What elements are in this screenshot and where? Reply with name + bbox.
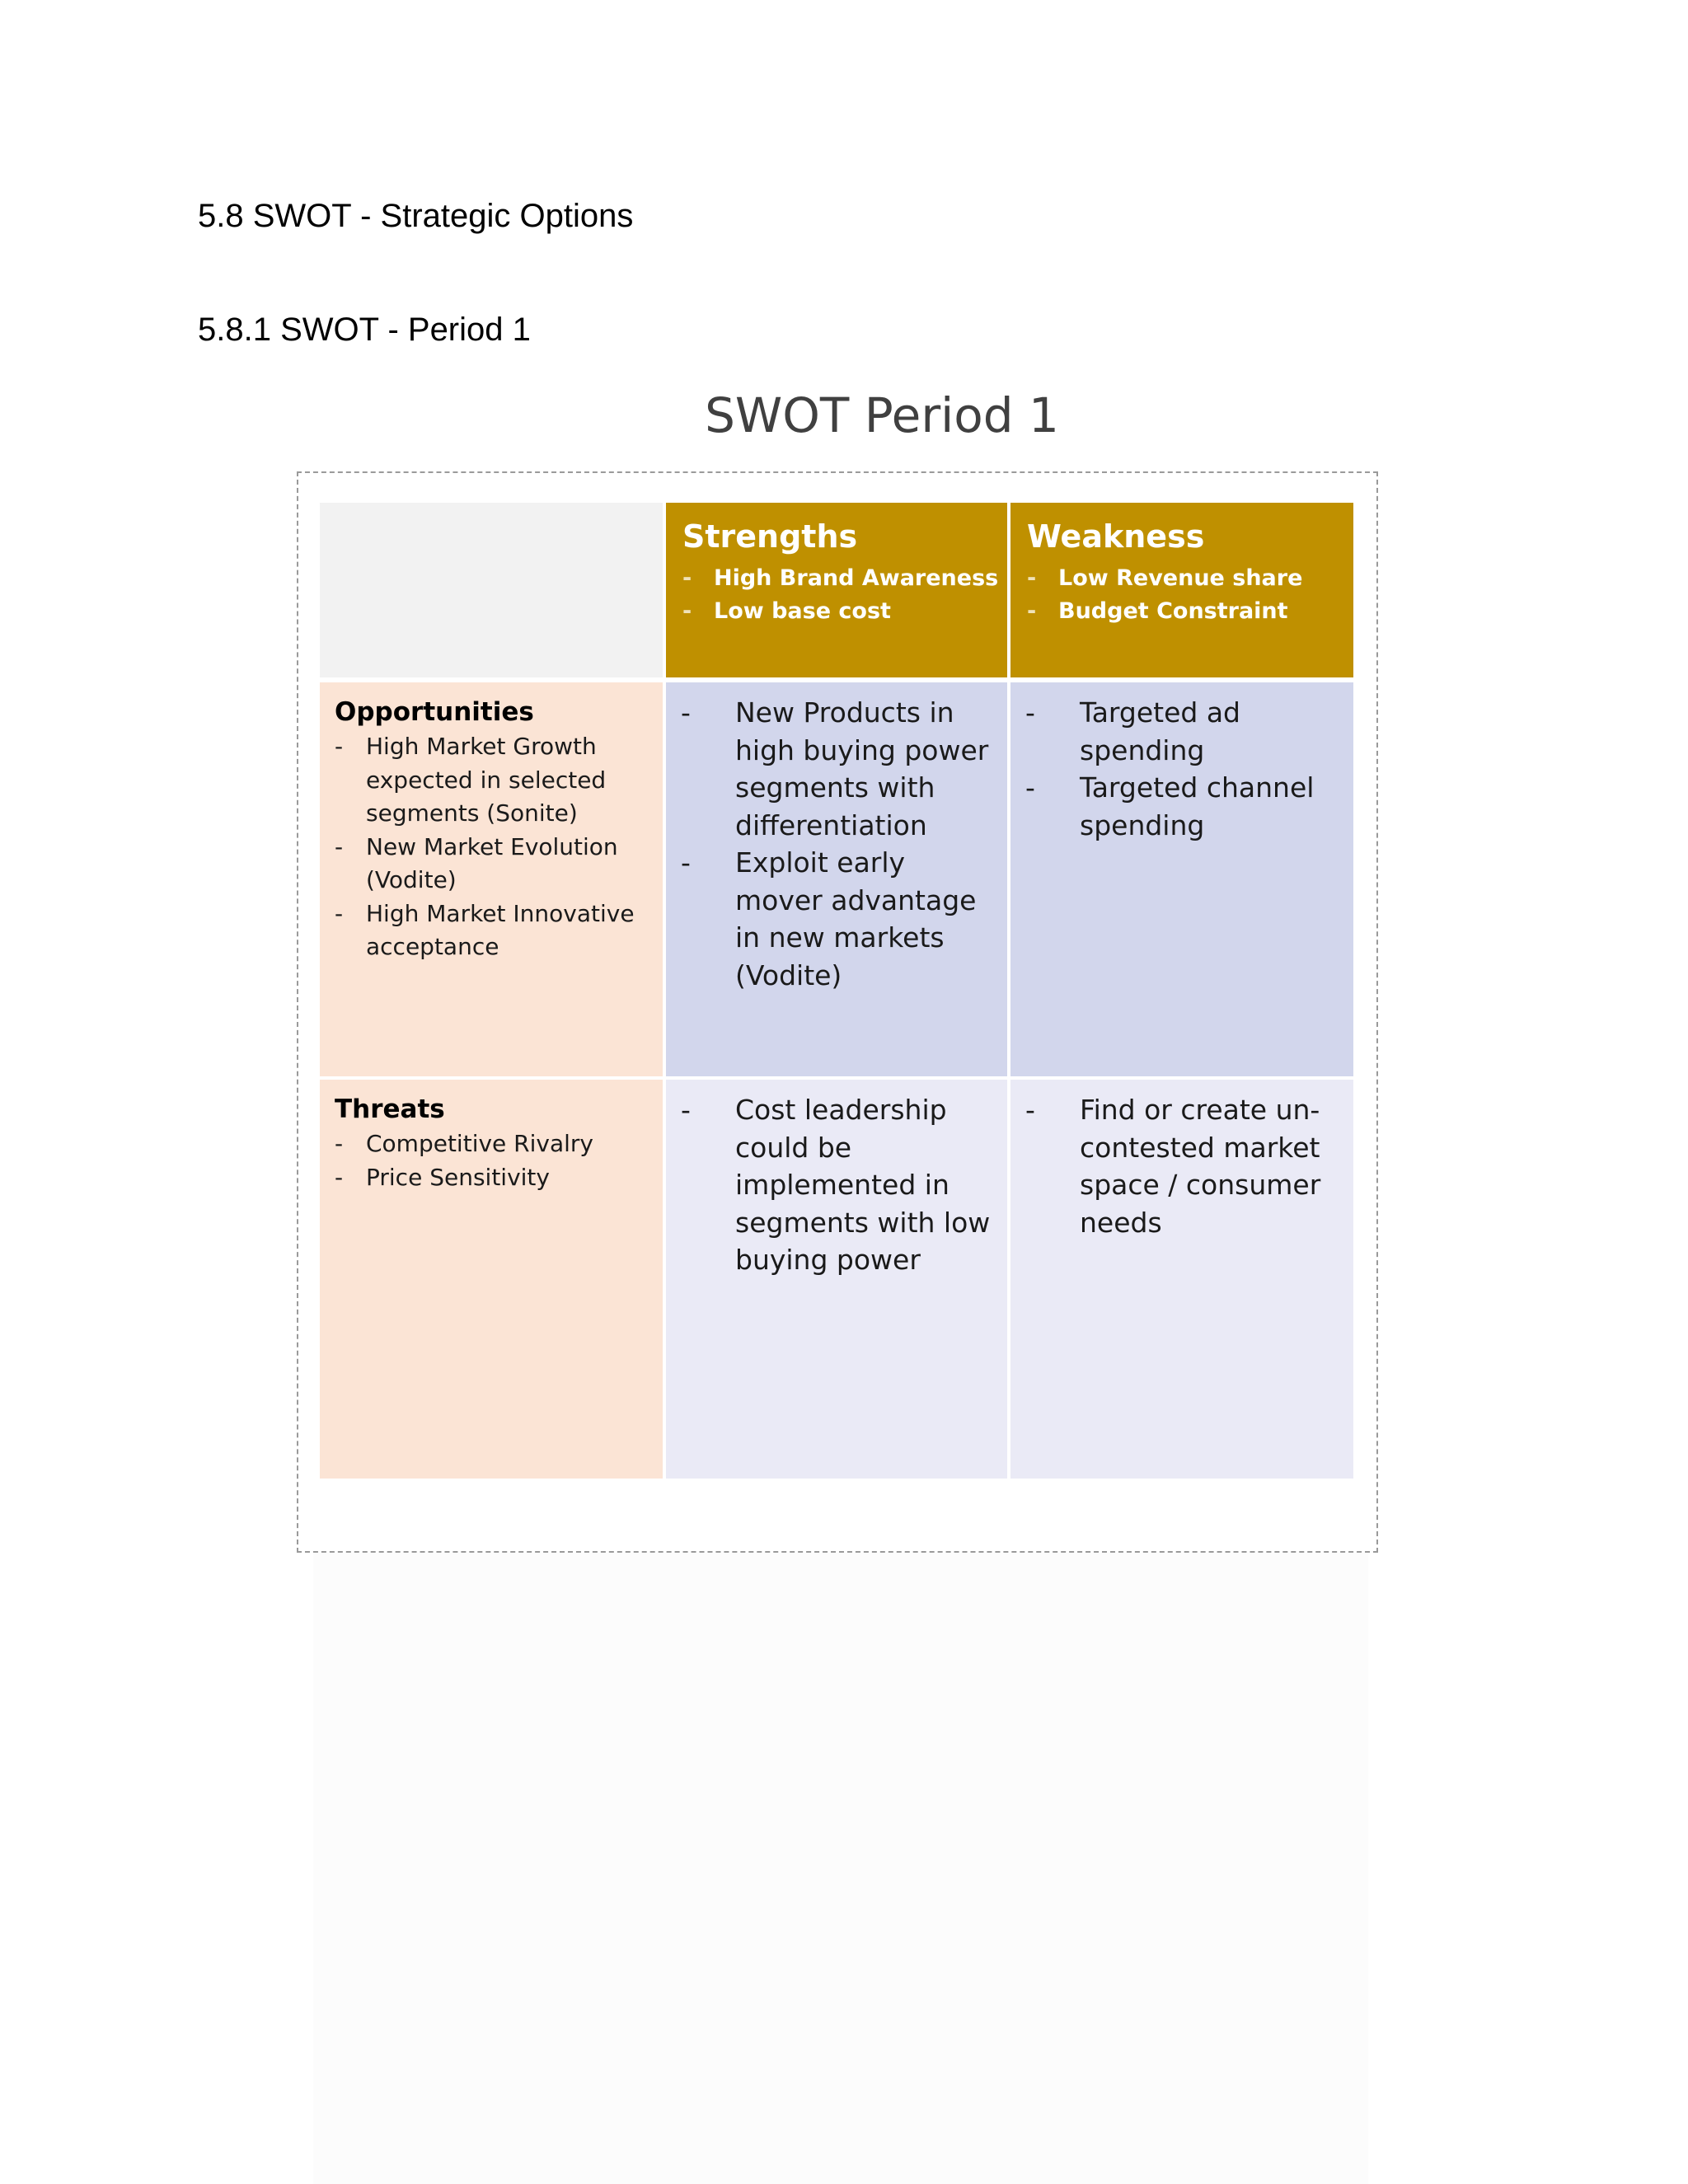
weakness-item: Budget Constraint bbox=[1058, 598, 1288, 624]
list-item bbox=[681, 694, 996, 844]
bullet-dash: - bbox=[1025, 1094, 1035, 1126]
weakness-header bbox=[1010, 503, 1353, 677]
threat-item: Competitive Rivalry bbox=[366, 1130, 593, 1157]
strengths-header bbox=[666, 503, 1007, 677]
opportunity-item: High Market Innovative acceptance bbox=[366, 899, 635, 960]
strengths-title: Strengths bbox=[682, 518, 858, 555]
bullet-dash: - bbox=[682, 565, 692, 591]
strategy-item: Exploit early mover advantage in new markets (Vodite) bbox=[735, 846, 977, 991]
list-item bbox=[335, 1127, 651, 1161]
weakness-item: Low Revenue share bbox=[1058, 565, 1303, 591]
strength-item: High Brand Awareness bbox=[714, 565, 999, 591]
threats-title: Threats bbox=[335, 1094, 445, 1124]
list-item bbox=[1025, 1091, 1342, 1241]
strategy-item: New Products in high buying power segments with differentiation bbox=[735, 696, 989, 841]
opportunity-item: New Market Evolution (Vodite) bbox=[366, 832, 618, 893]
st-strategies-cell bbox=[666, 1080, 1007, 1479]
opportunity-item: High Market Growth expected in selected segments (Sonite) bbox=[366, 733, 607, 827]
bullet-dash: - bbox=[335, 832, 344, 860]
corner-cell bbox=[320, 503, 663, 677]
bullet-dash: - bbox=[682, 598, 692, 624]
list-item bbox=[681, 844, 996, 994]
threats-cell bbox=[320, 1080, 663, 1479]
list-item bbox=[1025, 769, 1342, 844]
weakness-title: Weakness bbox=[1027, 518, 1205, 555]
list-item bbox=[1025, 694, 1342, 769]
bullet-dash: - bbox=[335, 1163, 344, 1191]
list-item bbox=[335, 1161, 651, 1195]
list-item bbox=[335, 898, 651, 964]
bullet-dash: - bbox=[681, 1094, 691, 1126]
bullet-dash: - bbox=[1025, 771, 1035, 804]
list-item bbox=[1027, 595, 1340, 628]
bullet-dash: - bbox=[1027, 565, 1037, 591]
bullet-dash: - bbox=[335, 899, 344, 927]
strategy-item: Cost leadership could be implemented in segments with low buying power bbox=[735, 1094, 991, 1276]
section-heading: 5.8 SWOT - Strategic Options bbox=[198, 198, 634, 234]
page-shade bbox=[313, 1549, 1368, 2184]
list-item bbox=[335, 730, 651, 831]
bullet-dash: - bbox=[681, 846, 691, 879]
bullet-dash: - bbox=[681, 696, 691, 729]
strengths-list bbox=[682, 562, 999, 628]
strategy-item: Targeted ad spending bbox=[1080, 696, 1241, 766]
st-strategies-list bbox=[681, 1091, 996, 1279]
list-item bbox=[682, 595, 994, 628]
list-item bbox=[681, 1091, 996, 1279]
bullet-dash: - bbox=[1027, 598, 1037, 624]
so-strategies-list bbox=[681, 694, 996, 994]
strategy-item: Targeted channel spending bbox=[1080, 771, 1315, 841]
wt-strategies-list bbox=[1025, 1091, 1342, 1241]
bullet-dash: - bbox=[1025, 696, 1035, 729]
subsection-heading: 5.8.1 SWOT - Period 1 bbox=[198, 312, 531, 348]
wt-strategies-cell bbox=[1010, 1080, 1353, 1479]
figure-title: SWOT Period 1 bbox=[705, 387, 1059, 443]
opportunities-cell bbox=[320, 682, 663, 1076]
weakness-list bbox=[1027, 562, 1340, 628]
list-item bbox=[682, 562, 999, 595]
wo-strategies-list bbox=[1025, 694, 1342, 844]
threats-list bbox=[335, 1127, 651, 1194]
opportunities-title: Opportunities bbox=[335, 697, 534, 727]
strength-item: Low base cost bbox=[714, 598, 891, 624]
bullet-dash: - bbox=[335, 1130, 344, 1157]
list-item bbox=[1027, 562, 1340, 595]
strategy-item: Find or create un-contested market space / consumer needs bbox=[1080, 1094, 1321, 1239]
bullet-dash: - bbox=[335, 733, 344, 760]
threat-item: Price Sensitivity bbox=[366, 1163, 550, 1191]
list-item bbox=[335, 831, 651, 898]
wo-strategies-cell bbox=[1010, 682, 1353, 1076]
so-strategies-cell bbox=[666, 682, 1007, 1076]
opportunities-list bbox=[335, 730, 651, 964]
